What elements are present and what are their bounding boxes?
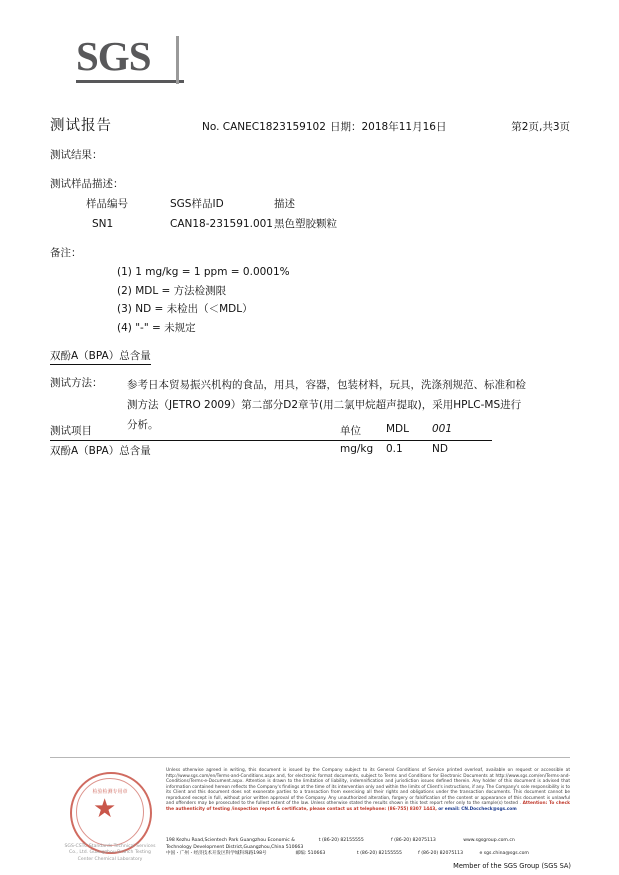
remarks-list (117, 263, 290, 337)
sample-desc-label: 测试样品描述： (50, 178, 124, 190)
star-icon: ★ (93, 794, 117, 824)
address-cn-email: e sgs.china@sgs.com (479, 851, 529, 857)
report-number: No. CANEC1823159102 (202, 121, 326, 133)
section-heading: 双酚A（BPA）总含量 (50, 348, 151, 365)
address-en-tel: t (86-20) 82155555 (318, 838, 364, 843)
remarks-label: 备注： (50, 247, 82, 259)
footer-address (166, 838, 570, 858)
result-table-header (50, 423, 525, 441)
results-label: 测试结果： (50, 149, 103, 161)
cell-sgs-id: CAN18-231591.001 (170, 217, 273, 230)
method-label: 测试方法： (50, 377, 103, 389)
cell-sample-no: SN1 (92, 217, 114, 230)
address-cn: 中国・广州・经济技术开发区科学城科珠路198号 (166, 851, 267, 857)
sgs-logo-text: SGS (76, 33, 151, 79)
address-row-cn (166, 851, 570, 858)
list-item: (1) 1 mg/kg = 1 ppm = 0.0001% (117, 266, 290, 278)
sample-table (86, 196, 394, 231)
report-header-row (50, 114, 570, 135)
column-header-unit: 单位 (340, 423, 386, 441)
legal-disclaimer (166, 768, 570, 812)
cell-test-item: 双酚A（BPA）总含量 (50, 445, 151, 457)
sgs-logo (76, 34, 184, 83)
legal-body: Unless otherwise agreed in writing, this document is issued by the Company subject to its General Conditions of Service printed overleaf, available on request or accessible at http://www.sgs.com/en/Terms-and-Conditions.aspx and, for electronic format documents, subject to Terms and Conditions for Electronic Documents at http://www.sgs.com/en/Terms-and-Conditions/Terms-e-Document.aspx. Attention is drawn to the limitation of liability, indemnification and jurisdiction issues defined therein. Any holder of this document is advised that information contained hereon reflects the Company's findings at the time of its intervention only and within the limits of Client's instructions, if any. The Company's sole responsibility is to its Client and this document does not exonerate parties to a transaction from exercising all their rights and obligations under the transaction documents. This document cannot be reproduced except in full, without prior written approval of the Company. Any unauthorized alteration, forgery or falsification of the content or appearance of this document is unlawful and offenders may be prosecuted to the fullest extent of the law. Unless otherwise stated the results shown in this test report refer only to the sample(s) tested . (166, 768, 570, 806)
address-en-fax: f (86-20) 82075113 (391, 838, 436, 843)
address-cn-zip: 邮编: 510663 (295, 851, 326, 857)
address-cn-tel: t (86-20) 82155555 (356, 851, 402, 857)
page-title: 测试报告 (50, 118, 112, 134)
group-member-note: Member of the SGS Group (SGS SA) (453, 862, 571, 870)
list-item: (2) MDL = 方法检测限 (117, 284, 227, 297)
address-en-web: www.sgsgroup.com.cn (463, 838, 515, 843)
address-row-en (166, 838, 570, 851)
footer-divider (50, 757, 570, 758)
address-en: 198 Kezhu Road,Scientech Park Guangzhou Economic & Technology Development District,Guangzhou,China 510663 (166, 838, 304, 850)
table-row (50, 443, 525, 458)
column-header-description: 描述 (274, 198, 295, 210)
legal-attention: Attention: To check the authenticity of testing /inspection report & certificate, please contact us at telephone: (86-755) 8307 1443, (166, 801, 570, 812)
table-header-row (86, 196, 394, 216)
seal-lab-text: SGS-CSTC Standards Technical Services Co., Ltd. Guangzhou Branch Testing Center Chemical Laboratory (64, 844, 156, 862)
cell-unit: mg/kg (340, 443, 374, 455)
column-header-mdl: MDL (386, 423, 432, 441)
table-row (86, 216, 394, 231)
seal-chinese-text: 检验检测专用章 (92, 789, 128, 795)
list-item: (3) ND = 未检出（＜MDL） (117, 303, 253, 315)
address-cn-fax: f (86-20) 82075113 (418, 851, 464, 857)
column-header-sample-001: 001 (432, 423, 492, 441)
logo-vertical-bar (176, 36, 179, 84)
page-number: 第2页,共3页 (511, 121, 570, 133)
company-seal (62, 768, 158, 864)
method-body: 参考日本贸易振兴机构的食品，用具，容器，包装材料，玩具，洗涤剂规范、标准和检测方法（JETRO 2009）第二部分D2章节(用二氯甲烷超声提取)，采用HPLC-MS进行分析。 (127, 379, 526, 431)
column-header-sample-no: 样品编号 (86, 198, 128, 210)
legal-email: or email: CN.Doccheck@sgs.com (438, 806, 517, 812)
cell-result: ND (432, 443, 448, 455)
list-item: (4) "-" = 未规定 (117, 321, 196, 334)
report-date: 日期：2018年11月16日 (330, 121, 447, 133)
column-header-test-item: 测试项目 (50, 423, 340, 441)
column-header-sgs-id: SGS样品ID (170, 198, 224, 210)
logo-underline (76, 80, 184, 83)
cell-mdl: 0.1 (386, 443, 403, 455)
cell-description: 黑色塑胶颗粒 (274, 218, 337, 230)
